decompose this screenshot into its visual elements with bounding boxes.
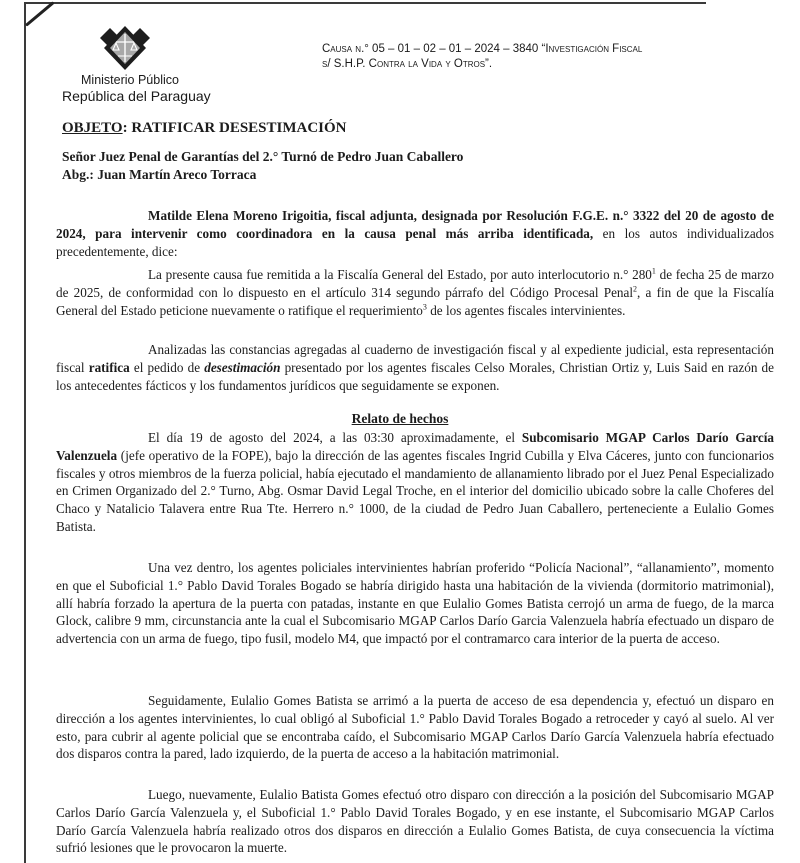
hechos-3-text: Seguidamente, Eulalio Gomes Batista se arrimó a la puerta de acceso de esa dependencia y, efectuó un disparo en dirección a los agentes intervinientes, lo cual obligó al Suboficial 1.° Pablo David Torales Bogado a retroceder y cayó al suelo. Al ver esto, para cubrir al agente policial que se encontraba caído, el Subcomisario MGAP Carlos Darío García Valenzuela habría efectuado dos disparos contra la pared, lado izquierdo, de la puerta de acceso a la habitación matrimonial.: [56, 693, 774, 762]
addressee-block: [62, 148, 463, 184]
remision-text-2: de fecha 25 de marzo de 2025, de conformidad con lo dispuesto en el artículo 314 segundo párrafo del Código Procesal Penal: [56, 267, 775, 300]
ratifica-bold: ratifica: [88, 359, 130, 375]
addressee-judge: Señor Juez Penal de Garantías del 2.° Turnó de Pedro Juan Caballero: [62, 149, 464, 164]
remision-text-4: de los agentes fiscales intervinientes.: [426, 302, 626, 318]
intro-bold-text: Matilde Elena Moreno Irigoitia, fiscal adjunta, designada por Resolución F.G.E. n.° 3322 del 20 de agosto de 2024, para intervenir como coordinadora en la causa penal más arriba identificada,: [56, 208, 774, 241]
hechos-paragraph-3: [56, 692, 774, 763]
hechos-paragraph-2: [56, 559, 774, 648]
case-reference: [322, 42, 742, 72]
footnote-ref-3: 3: [422, 302, 427, 312]
page-frame-top-border: [24, 2, 706, 4]
hechos-1-text-1: El día 19 de agosto del 2024, a las 03:30 aproximadamente, el: [148, 430, 522, 445]
subject-label: OBJETO: [62, 120, 123, 136]
document-subject: [62, 120, 347, 137]
page-frame-left-border: [24, 2, 26, 863]
ratifica-text-3: presentado por los agentes fiscales Celso Morales, Christian Ortiz y, Luis Said en razón de los antecedentes fácticos y los fundamentos jurídicos que seguidamente se exponen.: [56, 359, 775, 393]
remision-text-3: , a fin de que la Fiscalía General del Estado peticione nuevamente o ratifique el requerimiento: [56, 284, 774, 318]
ratifica-text-1: Analizadas las constancias agregadas al cuaderno de investigación fiscal y al expediente judicial, esta representación fiscal: [56, 342, 774, 375]
case-reference-line2: s/ S.H.P. Contra la Vida y Otros”.: [322, 58, 493, 70]
hechos-paragraph-4: [56, 786, 774, 857]
intro-text: en los autos individualizados precedentemente, dice:: [56, 225, 774, 259]
footnote-ref-1: 1: [651, 266, 656, 276]
hechos-paragraph-1: [56, 429, 774, 536]
addressee-name: Abg.: Juan Martín Areco Torraca: [62, 167, 257, 182]
section-heading: Relato de hechos: [351, 411, 449, 426]
institution-country: República del Paraguay: [62, 88, 211, 104]
ratifica-bold-italic: desestimación: [204, 359, 281, 375]
subject-colon: :: [122, 120, 128, 136]
institution-name: Ministerio Público: [81, 73, 179, 87]
remision-text-1: La presente causa fue remitida a la Fiscalía General del Estado, por auto interlocutorio n.° 280: [148, 267, 652, 282]
ratifica-text-2: el pedido de: [129, 359, 205, 375]
pen-stroke-mark: [25, 1, 55, 26]
remision-paragraph: [56, 266, 774, 319]
ratifica-paragraph: [56, 341, 774, 394]
hechos-4-text: Luego, nuevamente, Eulalio Batista Gomes efectuó otro disparo con dirección a la posición del Subcomisario MGAP Carlos Darío García Valenzuela y, el Suboficial 1.° Pablo David Torales Bogado, y en ese instante, el Subcomisario MGAP Carlos Darío García Valenzuela habría realizado otros dos disparos en dirección a Eulalio Gomes Batista, de cuya consecuencia la víctima sufrió lesiones que le provocaron la muerte.: [56, 787, 774, 856]
intro-paragraph: [56, 207, 774, 260]
hechos-2-text: Una vez dentro, los agentes policiales intervinientes habrían proferido “Policía Nacional”, “allanamiento”, momento en que el Suboficial 1.° Pablo David Torales Bogado se habría dirigido hasta una habitación de la vivienda (dormitorio matrimonial), allí habría forzado la apertura de la puerta con patadas, instante en que Eulalio Gomes Batista cerrojó un arma de fuego, de la marca Glock, calibre 9 mm, circunstancia ante la cual el Subcomisario MGAP Carlos Darío Garcia Valenzuela habría efectuado un disparo de advertencia con un arma de fuego, tipo fusil, modelo M4, que impactó por el contramarco cara interior de la puerta de acceso.: [56, 560, 774, 647]
subject-text: RATIFICAR DESESTIMACIÓN: [127, 120, 347, 136]
footnote-ref-2: 2: [633, 284, 638, 294]
scales-of-justice-diamond-icon: [96, 24, 154, 72]
hechos-1-bold: Subcomisario MGAP Carlos Darío García Valenzuela: [56, 430, 774, 463]
case-reference-line1: Causa n.° 05 – 01 – 02 – 01 – 2024 – 3840 “Investigación Fiscal: [322, 43, 643, 55]
hechos-1-text-2: (jefe operativo de la FOPE), bajo la dirección de las agentes fiscales Ingrid Cubilla y Elva Cáceres, junto con funcionarios fiscales y otros miembros de la fuerza policial, había ejecutado el mandamiento de allanamiento librado por el Juez Penal Especializado en Crimen Organizado del 2.° Turno, Abg. Osmar David Legal Troche, en el interior del domicilio ubicado sobre la calle Choferes del Chaco y Natalicio Talavera entre Rua Tte. Herrero n.° 1000, de la ciudad de Pedro Juan Caballero, perteneciente a Eulalio Gomes Batista.: [56, 447, 774, 534]
